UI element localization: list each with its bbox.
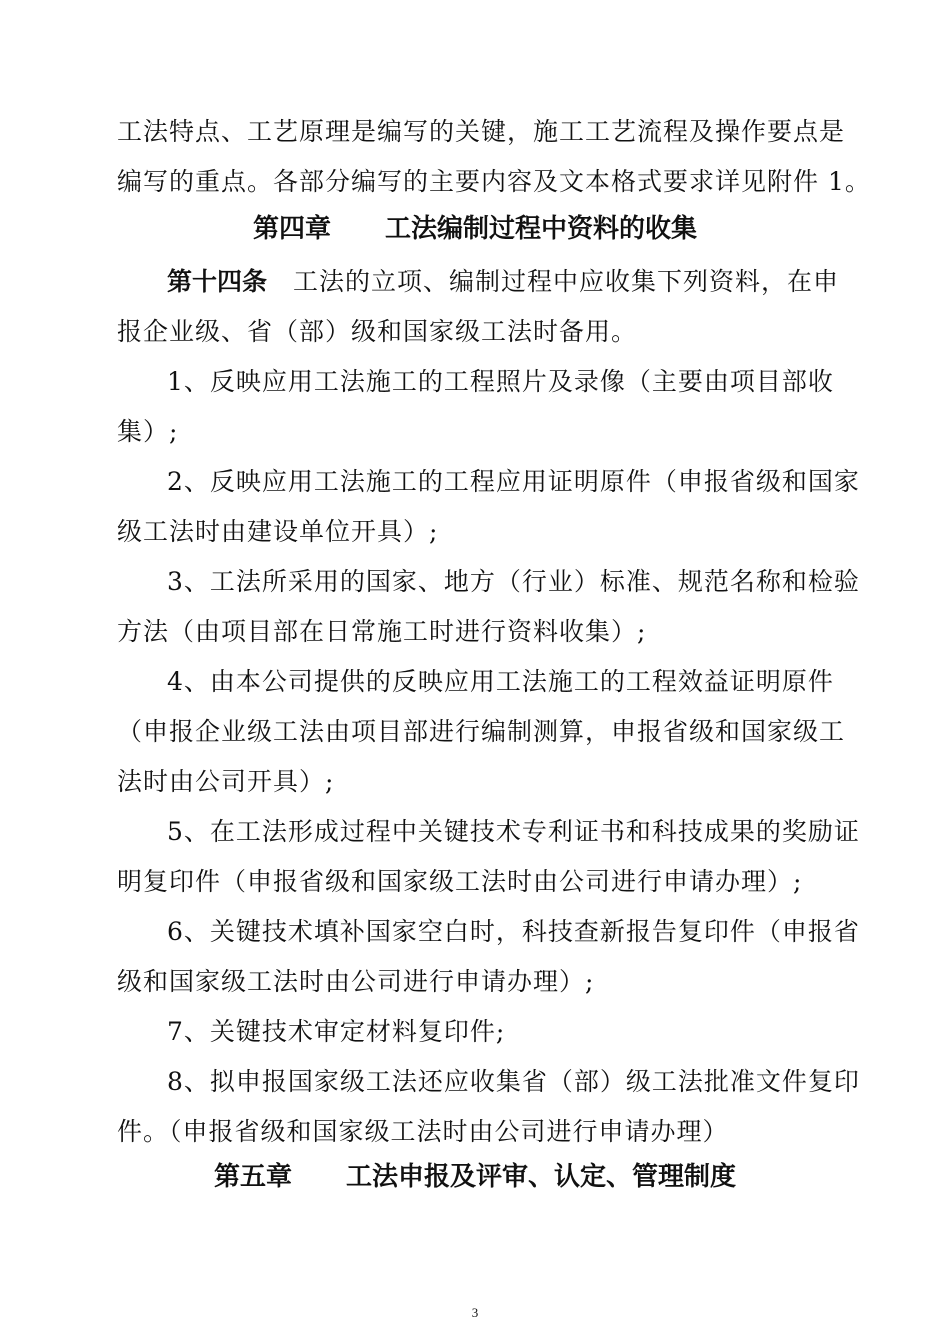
item-6-line-2: 级和国家级工法时由公司进行申请办理）; <box>117 967 595 996</box>
chapter-5-title: 工法申报及评审、认定、管理制度 <box>346 1162 737 1192</box>
chapter-5-heading <box>0 1160 950 1194</box>
item-1-line-1: 1、反映应用工法施工的工程照片及录像（主要由项目部收 <box>167 367 834 396</box>
item-3-line-1: 3、工法所采用的国家、地方（行业）标准、规范名称和检验 <box>167 567 860 596</box>
item-4-line-3: 法时由公司开具）; <box>117 767 335 796</box>
article-14-number: 第十四条 <box>167 267 268 296</box>
article-14-line-1 <box>167 266 840 298</box>
chapter-4-title: 工法编制过程中资料的收集 <box>385 214 698 244</box>
chapter-5-number: 第五章 <box>213 1162 292 1192</box>
page-number: 3 <box>471 1305 479 1320</box>
item-8-line-1: 8、拟申报国家级工法还应收集省（部）级工法批准文件复印 <box>167 1067 860 1096</box>
item-7-line-1: 7、关键技术审定材料复印件; <box>167 1017 506 1046</box>
intro-line-1: 工法特点、工艺原理是编写的关键，施工工艺流程及操作要点是 <box>117 117 846 146</box>
article-14-line-2: 报企业级、省（部）级和国家级工法时备用。 <box>117 317 638 346</box>
chapter-4-number: 第四章 <box>252 214 331 244</box>
intro-line-2: 编写的重点。各部分编写的主要内容及文本格式要求详见附件 1。 <box>117 167 871 196</box>
item-4-line-1: 4、由本公司提供的反映应用工法施工的工程效益证明原件 <box>167 667 834 696</box>
article-14-text-1: 工法的立项、编制过程中应收集下列资料，在申 <box>293 267 840 296</box>
chapter-4-heading <box>0 212 950 246</box>
item-2-line-1: 2、反映应用工法施工的工程应用证明原件（申报省级和国家 <box>167 467 860 496</box>
item-5-line-2: 明复印件（申报省级和国家级工法时由公司进行申请办理）; <box>117 867 803 896</box>
item-5-line-1: 5、在工法形成过程中关键技术专利证书和科技成果的奖励证 <box>167 817 860 846</box>
item-4-line-2: （申报企业级工法由项目部进行编制测算，申报省级和国家级工 <box>117 717 846 746</box>
item-2-line-2: 级工法时由建设单位开具）; <box>117 517 439 546</box>
item-6-line-1: 6、关键技术填补国家空白时，科技查新报告复印件（申报省 <box>167 917 860 946</box>
item-8-line-2: 件。（申报省级和国家级工法时由公司进行申请办理） <box>117 1117 729 1146</box>
item-1-line-2: 集）; <box>117 417 179 446</box>
item-3-line-2: 方法（由项目部在日常施工时进行资料收集）; <box>117 617 647 646</box>
